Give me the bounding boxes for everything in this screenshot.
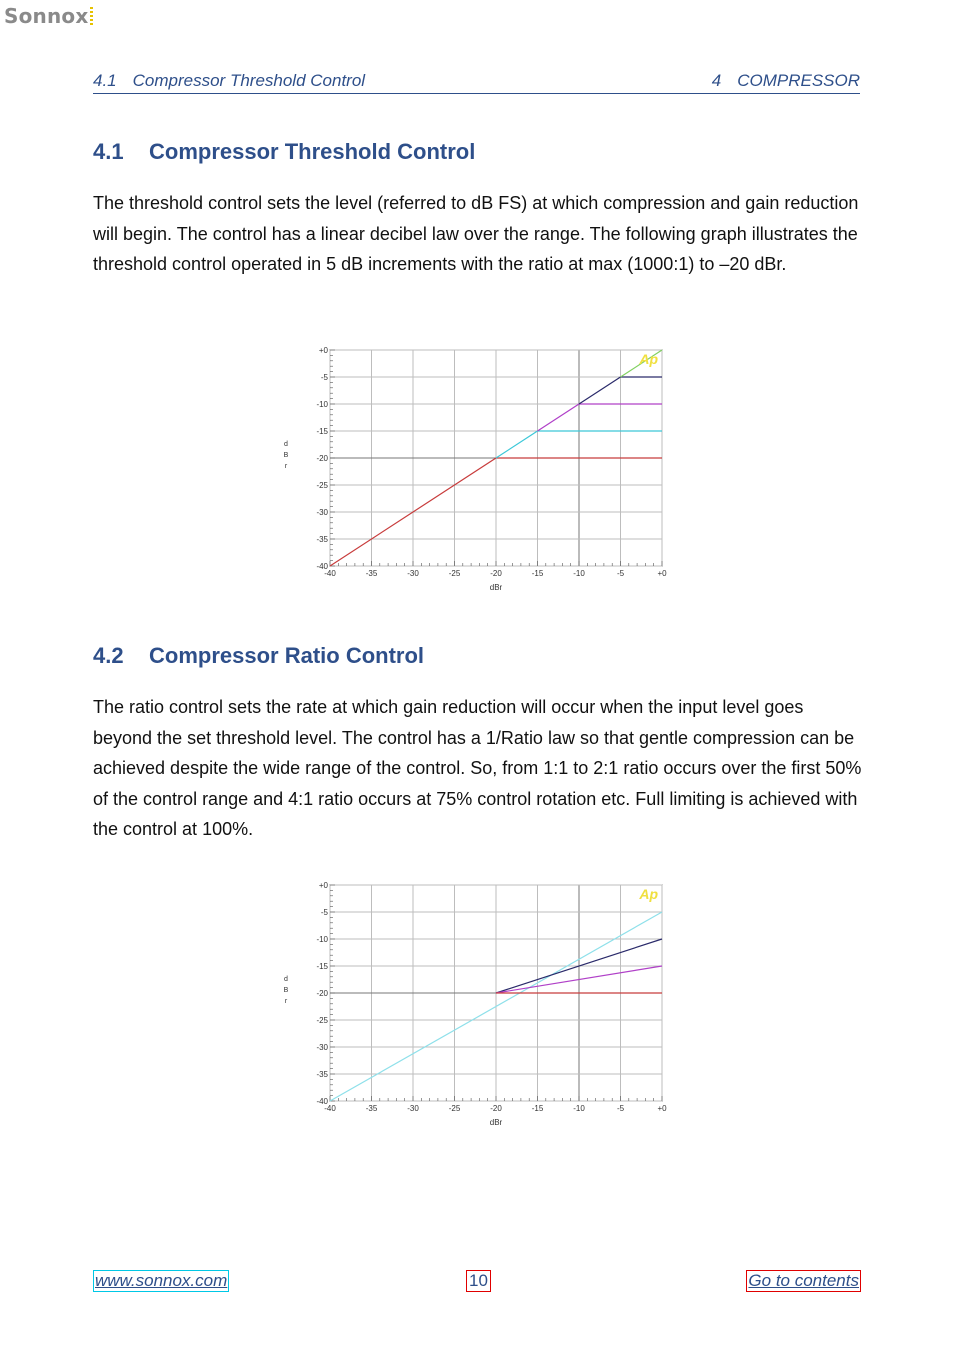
logo-dots-icon (90, 7, 93, 25)
x-tick-label: -10 (573, 1104, 585, 1113)
running-header (93, 71, 860, 94)
running-header-left-title: Compressor Threshold Control (132, 71, 366, 90)
x-tick-label: -20 (490, 1104, 502, 1113)
x-tick-label: -25 (448, 569, 461, 578)
y-tick-label: +0 (318, 346, 328, 355)
y-tick-label: -5 (320, 908, 328, 917)
running-header-left (93, 71, 365, 91)
x-tick-label: -40 (324, 569, 336, 578)
section-number: 4.2 (93, 643, 124, 668)
sonnox-logo: Sonnox (4, 4, 93, 28)
y-axis-label: r (284, 463, 288, 470)
y-tick-label: -5 (320, 373, 328, 382)
footer-website-link[interactable] (93, 1270, 229, 1292)
y-tick-label: -35 (316, 535, 328, 544)
section-body-4-2: The ratio control sets the rate at which gain reduction will occur when the input level goes beyond the set threshold level. The control has a 1/Ratio law so that gentle compression can be achieved despite the wide range of the control. So, from 1:1 to 2:1 ratio occurs over the first 50% of the control range and 4:1 ratio occurs at 75% control rotation etc. Full limiting is achieved with the control at 100%. (93, 697, 862, 839)
y-axis-label: d (284, 976, 288, 983)
section-body-4-1: The threshold control sets the level (referred to dB FS) at which compression and gain reduction will begin. The control has a linear decibel law over the range. The following graph illustrates the threshold control operated in 5 dB increments with the ratio at max (1000:1) to –20 dBr. (93, 193, 859, 274)
section-number: 4.1 (93, 139, 124, 164)
footer-page-number[interactable]: 10 (466, 1270, 491, 1292)
running-header-right (712, 71, 860, 91)
ratio-chart (280, 875, 680, 1140)
x-tick-label: -15 (531, 1104, 544, 1113)
x-tick-label: -40 (324, 1104, 336, 1113)
y-tick-label: -10 (316, 400, 328, 409)
go-to-contents-link[interactable]: Go to contents (748, 1271, 859, 1290)
x-tick-label: +0 (657, 569, 667, 578)
threshold-chart (280, 340, 680, 605)
y-tick-label: +0 (318, 881, 328, 890)
section-heading-4-2 (93, 643, 424, 669)
y-tick-label: -15 (316, 962, 328, 971)
running-header-right-number: 4 (711, 71, 722, 90)
y-tick-label: -15 (316, 427, 328, 436)
x-tick-label: -15 (531, 569, 544, 578)
x-tick-label: -5 (616, 569, 625, 578)
y-tick-label: -40 (316, 562, 328, 571)
x-tick-label: -30 (407, 1104, 419, 1113)
section-title: Compressor Threshold Control (149, 139, 476, 164)
section-heading-4-1 (93, 139, 475, 165)
y-tick-label: -25 (316, 481, 328, 490)
ratio-chart-svg (280, 875, 680, 1135)
x-axis-label: dBr (489, 583, 503, 592)
x-tick-label: -35 (365, 569, 378, 578)
y-axis-label: d (284, 441, 288, 448)
y-axis-label: r (284, 998, 288, 1005)
y-tick-label: -20 (316, 989, 328, 998)
x-tick-label: +0 (657, 1104, 667, 1113)
x-tick-label: -30 (407, 569, 419, 578)
y-tick-label: -30 (316, 1043, 328, 1052)
y-tick-label: -40 (316, 1097, 328, 1106)
y-tick-label: -20 (316, 454, 328, 463)
footer-contents-link[interactable] (746, 1270, 861, 1292)
x-tick-label: -10 (573, 569, 585, 578)
ap-watermark: Ap (639, 886, 658, 902)
ap-watermark: Ap (639, 351, 658, 367)
x-tick-label: -25 (448, 1104, 461, 1113)
running-header-right-title: COMPRESSOR (737, 71, 860, 90)
y-axis-label: B (283, 452, 289, 459)
y-axis-label: B (283, 987, 289, 994)
y-tick-label: -10 (316, 935, 328, 944)
x-tick-label: -35 (365, 1104, 378, 1113)
section-title: Compressor Ratio Control (149, 643, 425, 668)
y-tick-label: -35 (316, 1070, 328, 1079)
x-tick-label: -5 (616, 1104, 625, 1113)
x-tick-label: -20 (490, 569, 502, 578)
running-header-left-number: 4.1 (93, 71, 117, 90)
y-tick-label: -25 (316, 1016, 328, 1025)
x-axis-label: dBr (489, 1118, 503, 1127)
website-link[interactable]: www.sonnox.com (95, 1271, 228, 1290)
threshold-chart-svg (280, 340, 680, 600)
y-tick-label: -30 (316, 508, 328, 517)
